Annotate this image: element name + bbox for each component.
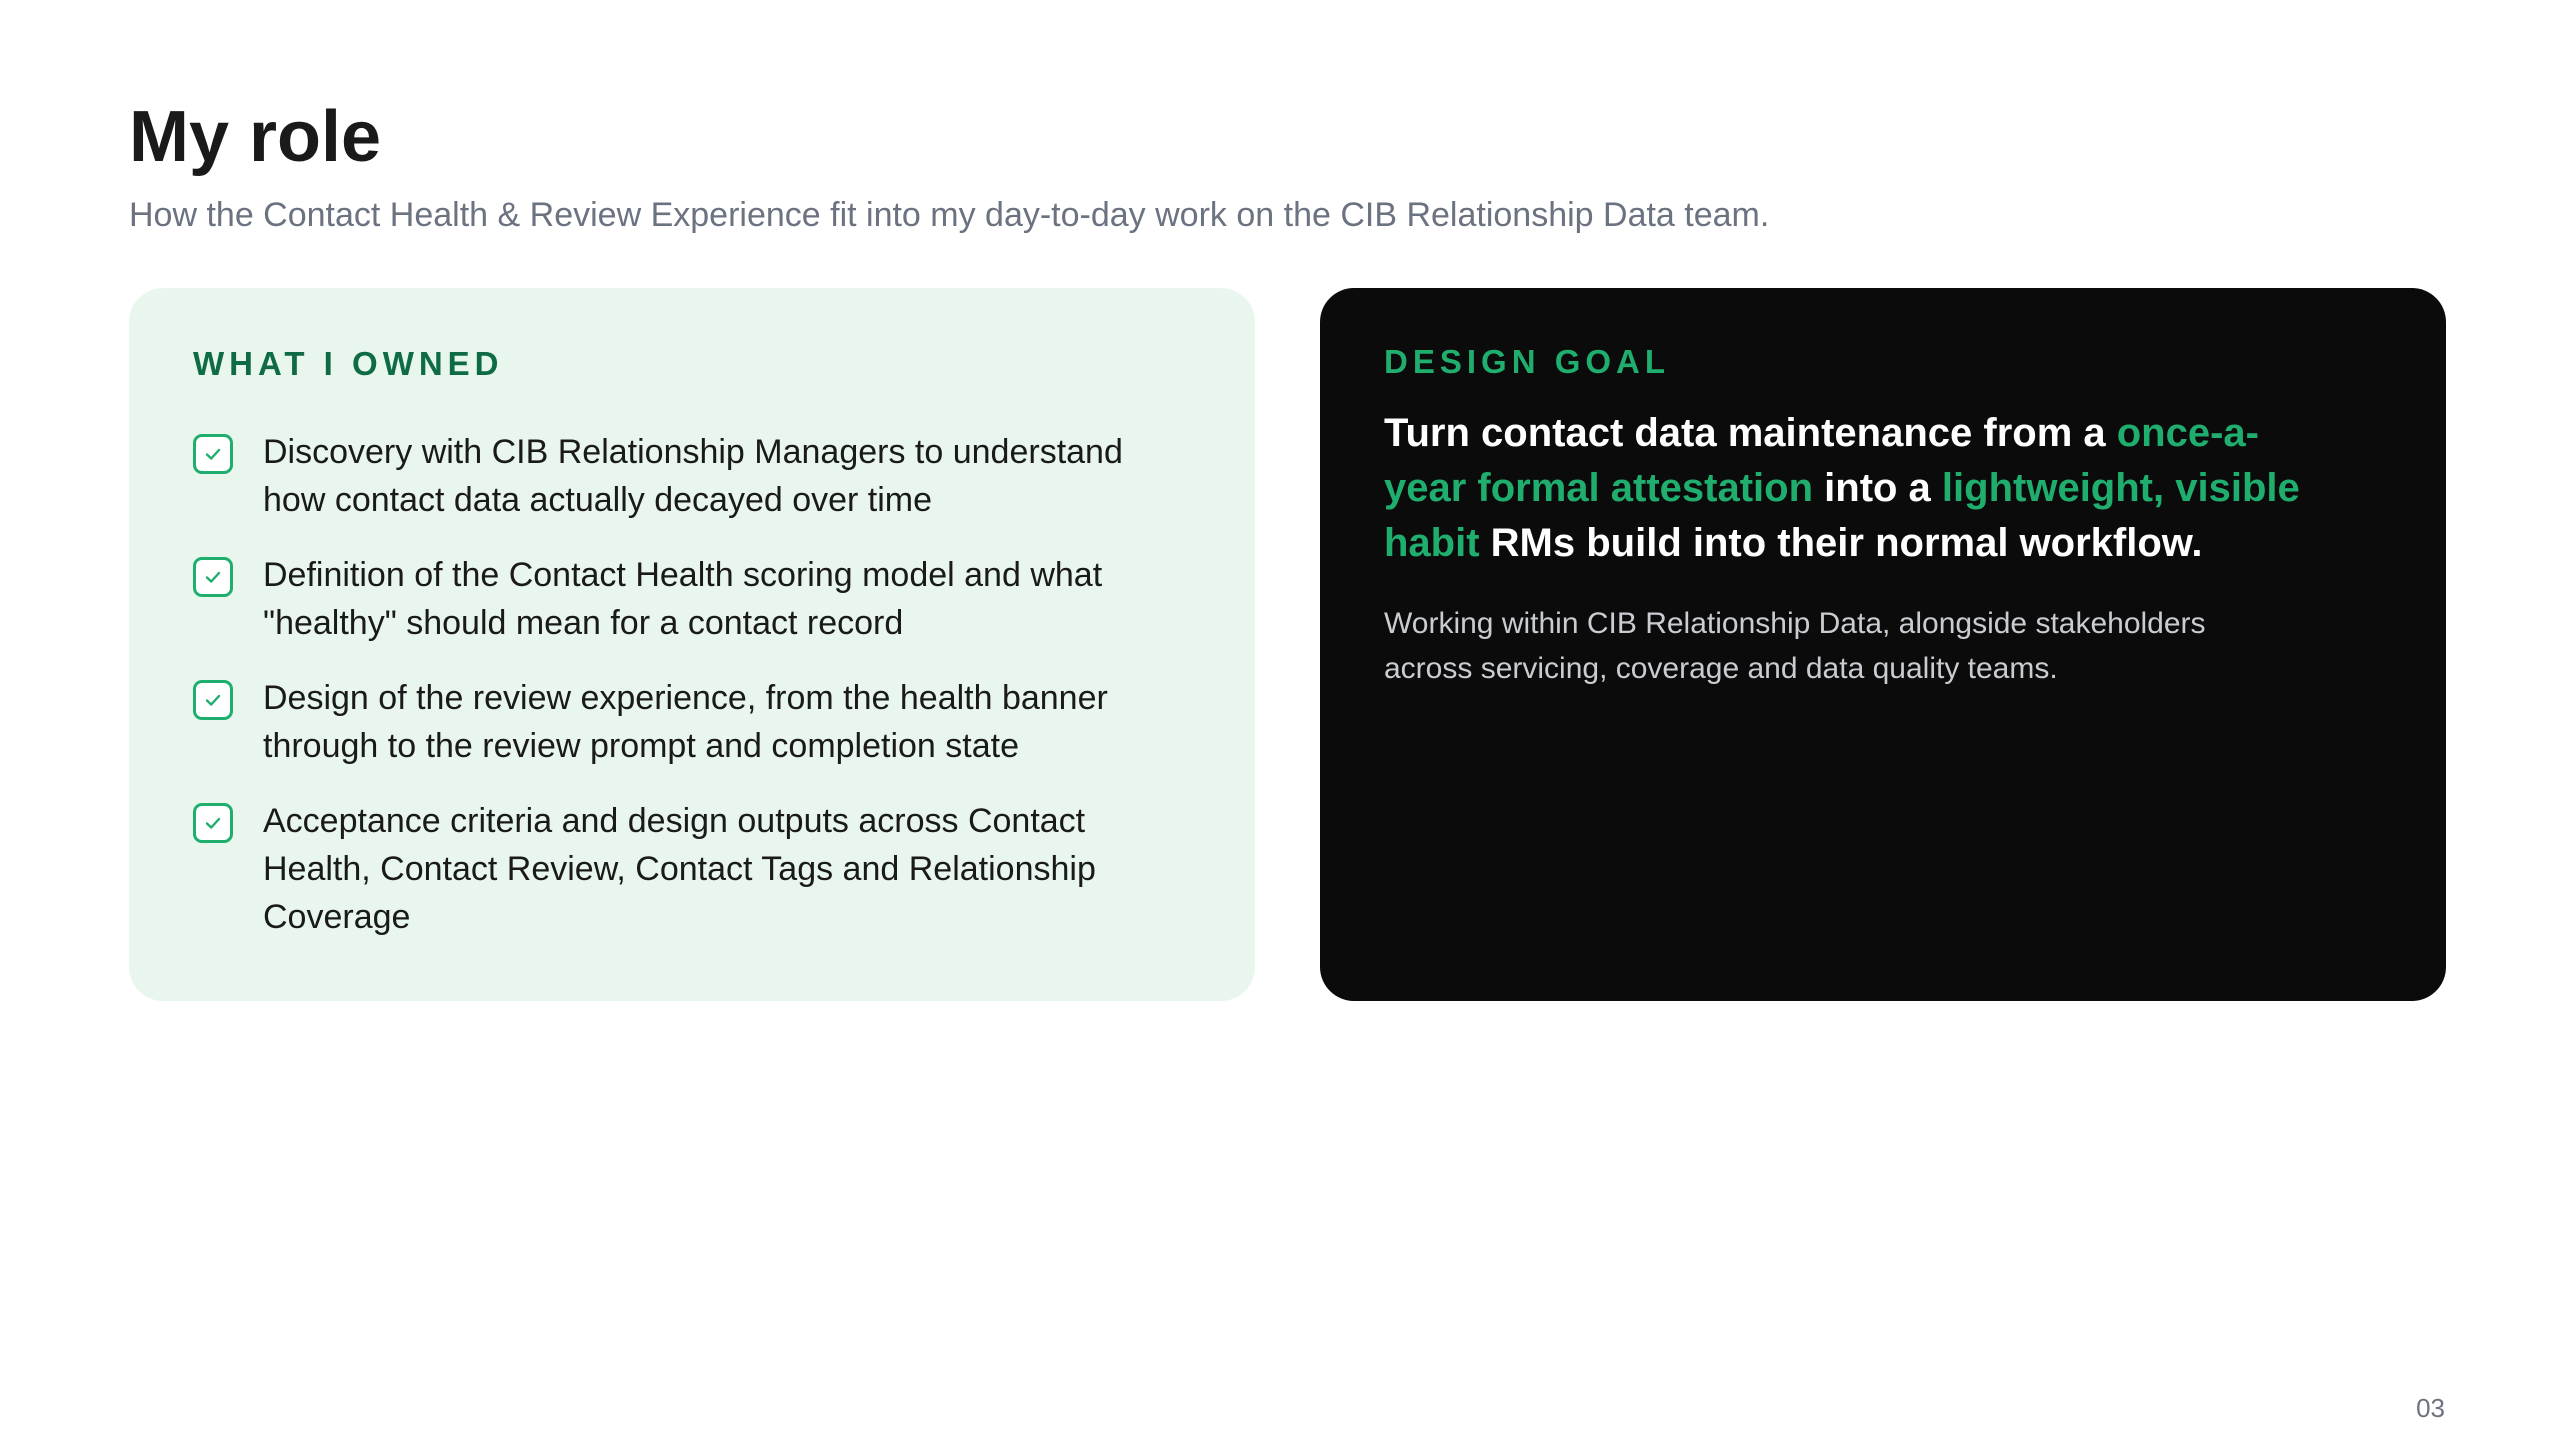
headline-text: RMs build into their normal workflow.	[1479, 520, 2203, 565]
page-subtitle: How the Contact Health & Review Experience fit into my day-to-day work on the CIB Relationship Data team.	[129, 196, 1770, 234]
design-goal-headline	[1384, 406, 2334, 571]
headline-text: into a	[1813, 465, 1942, 510]
what-i-owned-heading: WHAT I OWNED	[193, 345, 504, 382]
headline-accent: once-a-year formal attestation	[1384, 410, 2259, 510]
owned-list	[193, 428, 1191, 941]
page-number: 03	[2416, 1393, 2445, 1423]
design-goal-heading: DESIGN GOAL	[1384, 343, 1671, 380]
list-item	[193, 674, 1191, 770]
page-title: My role	[129, 97, 382, 177]
list-item	[193, 551, 1191, 647]
list-item-text: Acceptance criteria and design outputs across Contact Health, Contact Review, Contact Tags and Relationship Coverage	[263, 801, 1096, 936]
headline-accent: lightweight, visible habit	[1384, 465, 2300, 565]
list-item-text: Definition of the Contact Health scoring model and what "healthy" should mean for a contact record	[263, 555, 1103, 642]
list-item	[193, 428, 1191, 524]
list-item-text: Discovery with CIB Relationship Managers to understand how contact data actually decayed over time	[263, 432, 1123, 519]
check-icon	[193, 557, 233, 597]
design-goal-card	[1320, 288, 2446, 1001]
design-goal-body: Working within CIB Relationship Data, alongside stakeholders across servicing, coverage and data quality teams.	[1384, 606, 2206, 685]
headline-text: Turn contact data maintenance from a	[1384, 410, 2117, 455]
check-icon	[193, 803, 233, 843]
list-item	[193, 797, 1191, 941]
what-i-owned-card	[129, 288, 1255, 1001]
list-item-text: Design of the review experience, from the health banner through to the review prompt and completion state	[263, 678, 1108, 765]
check-icon	[193, 434, 233, 474]
check-icon	[193, 680, 233, 720]
